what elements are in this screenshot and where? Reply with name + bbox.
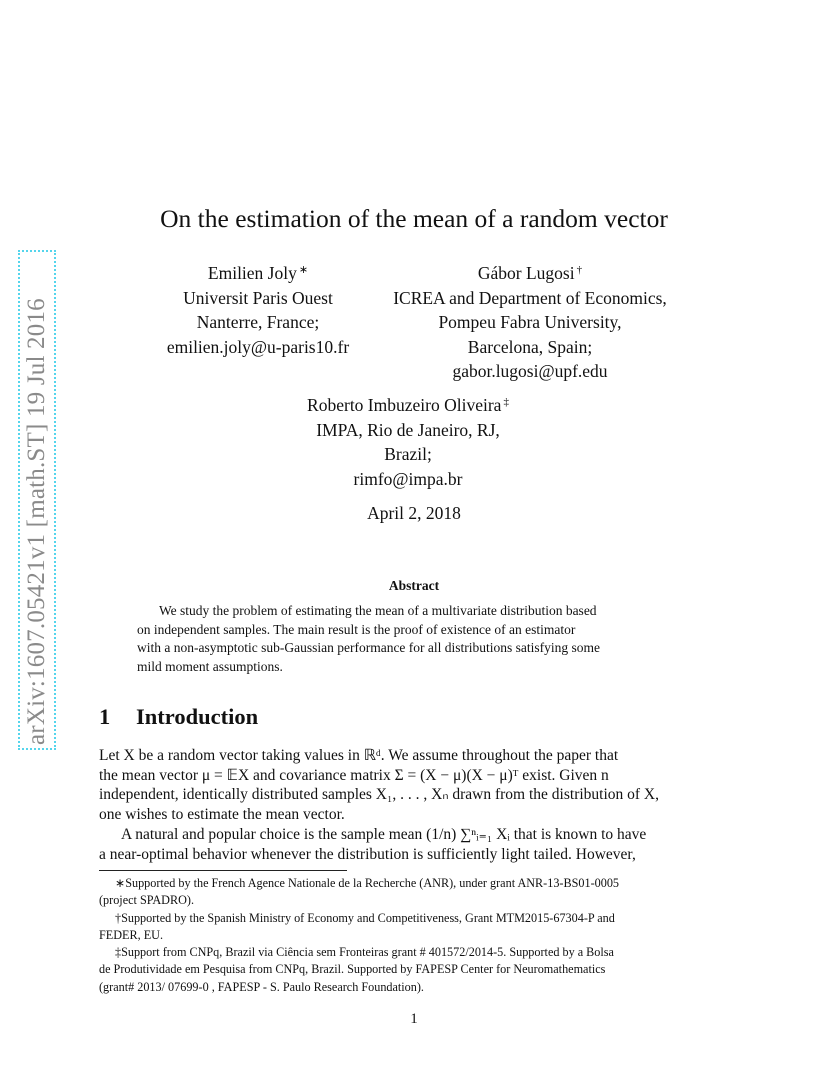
section-heading (99, 704, 258, 730)
author-block-oliveira (258, 390, 558, 491)
abstract-body (137, 602, 681, 676)
body-line: independent, identically distributed samples X₁, . . . , Xₙ drawn from the distribution of X, (99, 786, 660, 804)
footnote-line: †Supported by the Spanish Ministry of Economy and Competitiveness, Grant MTM2015-67304-P and (115, 910, 615, 925)
abstract-line: on independent samples. The main result is the proof of existence of an estimator (137, 621, 576, 637)
paper-date: April 2, 2018 (367, 503, 461, 523)
body-line: a near-optimal behavior whenever the distribution is sufficiently light tailed. However, (99, 845, 636, 863)
author-email[interactable]: emilien.joly@u-paris10.fr (166, 336, 350, 357)
paper-title: On the estimation of the mean of a random vector (160, 204, 668, 233)
section-number: 1 (99, 704, 111, 729)
body-line: A natural and popular choice is the sample mean (1/n) ∑ⁿᵢ₌₁ Xᵢ that is known to have (121, 825, 647, 843)
body-paragraphs (99, 746, 719, 864)
author-affiliation: Universit Paris Ouest (183, 287, 333, 308)
author-affiliation: Brazil; (384, 444, 432, 464)
author-affiliation: Barcelona, Spain; (467, 336, 593, 357)
author-affiliation: Nanterre, France; (196, 312, 320, 332)
author-affiliation: IMPA, Rio de Janeiro, RJ, (316, 419, 500, 440)
footnote-line: FEDER, EU. (99, 927, 163, 942)
abstract-heading: Abstract (388, 578, 440, 593)
page-number: 1 (410, 1011, 418, 1027)
arxiv-stamp[interactable]: arXiv:1607.05421v1 [math.ST] 19 Jul 2016 (23, 298, 50, 745)
section-title: Introduction (136, 704, 259, 729)
body-line: Let X be a random vector taking values in ℝᵈ. We assume throughout the paper that (99, 747, 619, 764)
abstract-line: We study the problem of estimating the mean of a multivariate distribution based (159, 603, 597, 618)
author-name: Emilien Joly ∗ (207, 263, 309, 283)
body-line: the mean vector μ = 𝔼X and covariance matrix Σ = (X − μ)(X − μ)ᵀ exist. Given n (99, 766, 609, 784)
abstract-line: with a non-asymptotic sub-Gaussian performance for all distributions satisfying some (137, 640, 601, 655)
body-line: one wishes to estimate the mean vector. (99, 806, 345, 824)
footnote-rule (99, 870, 347, 871)
footnote-line: (project SPADRO). (99, 893, 195, 908)
footnotes (99, 875, 719, 996)
author-name: Gábor Lugosi † (477, 263, 583, 283)
footnote-line: de Produtividade em Pesquisa from CNPq, Brazil. Supported by FAPESP Center for Neuromathematics (99, 962, 606, 977)
author-block-lugosi (360, 258, 700, 384)
author-email[interactable]: rimfo@impa.br (353, 468, 463, 489)
author-email[interactable]: gabor.lugosi@upf.edu (452, 361, 608, 381)
footnote-line: ∗Supported by the French Agence Nationale de la Recherche (ANR), under grant ANR-13-BS01-0005 (115, 876, 620, 890)
footnote-line: ‡Support from CNPq, Brazil via Ciência sem Fronteiras grant # 401572/2014-5. Supported by a Bolsa (115, 945, 614, 960)
author-name: Roberto Imbuzeiro Oliveira ‡ (307, 395, 509, 415)
author-affiliation: ICREA and Department of Economics, (393, 287, 667, 308)
author-affiliation: Pompeu Fabra University, (438, 312, 622, 332)
footnote-line: (grant# 2013/ 07699-0 , FAPESP - S. Paulo Research Foundation). (99, 979, 424, 994)
abstract-line: mild moment assumptions. (137, 658, 283, 674)
